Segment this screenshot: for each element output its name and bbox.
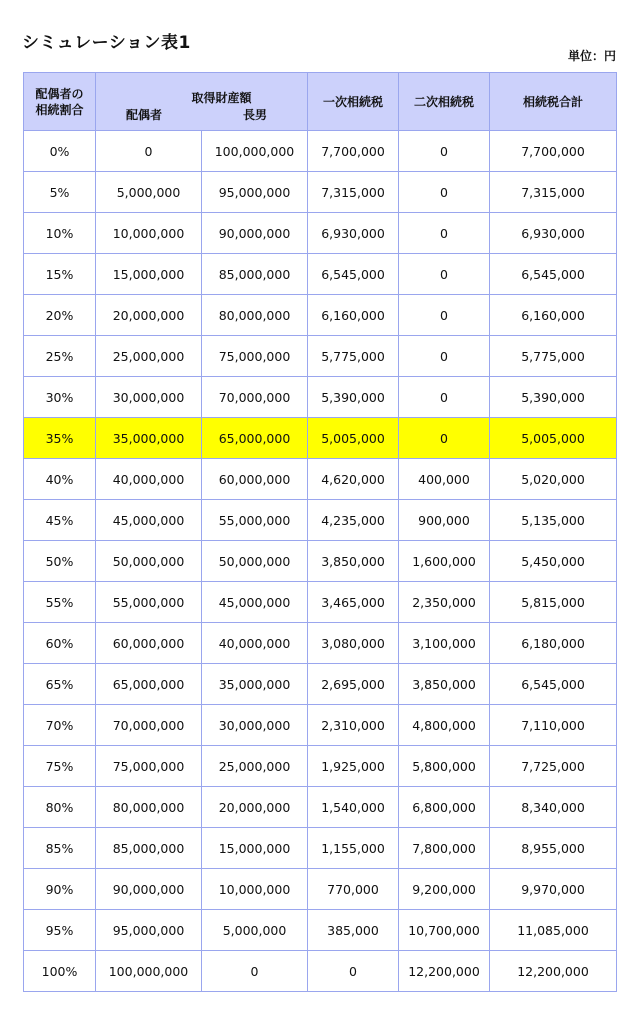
cell-second-tax: 3,100,000 xyxy=(399,623,490,664)
cell-total-tax: 7,725,000 xyxy=(490,746,617,787)
cell-second-tax: 0 xyxy=(399,418,490,459)
table-body xyxy=(24,131,617,992)
cell-spouse-amount: 60,000,000 xyxy=(96,623,202,664)
header-spouse-ratio-line1: 配偶者の xyxy=(35,86,84,101)
cell-spouse-amount: 35,000,000 xyxy=(96,418,202,459)
cell-spouse-ratio: 80% xyxy=(24,787,96,828)
header-eldest-son: 長男 xyxy=(242,107,267,122)
cell-spouse-ratio: 45% xyxy=(24,500,96,541)
cell-total-tax: 6,160,000 xyxy=(490,295,617,336)
cell-first-tax: 2,695,000 xyxy=(308,664,399,705)
table-row xyxy=(24,295,617,336)
table-row xyxy=(24,746,617,787)
header-total-inheritance-tax: 相続税合計 xyxy=(490,73,617,131)
cell-spouse-ratio: 35% xyxy=(24,418,96,459)
cell-spouse-amount: 80,000,000 xyxy=(96,787,202,828)
header-first-inheritance-tax: 一次相続税 xyxy=(308,73,399,131)
table-row xyxy=(24,336,617,377)
cell-eldest-son-amount: 70,000,000 xyxy=(202,377,308,418)
table-row xyxy=(24,459,617,500)
cell-first-tax: 4,235,000 xyxy=(308,500,399,541)
table-row xyxy=(24,828,617,869)
table-row xyxy=(24,541,617,582)
cell-eldest-son-amount: 10,000,000 xyxy=(202,869,308,910)
cell-first-tax: 2,310,000 xyxy=(308,705,399,746)
header-spouse-ratio xyxy=(24,73,96,131)
cell-second-tax: 0 xyxy=(399,295,490,336)
cell-spouse-amount: 5,000,000 xyxy=(96,172,202,213)
cell-eldest-son-amount: 0 xyxy=(202,951,308,992)
cell-spouse-ratio: 95% xyxy=(24,910,96,951)
cell-second-tax: 3,850,000 xyxy=(399,664,490,705)
table-row xyxy=(24,254,617,295)
cell-total-tax: 5,815,000 xyxy=(490,582,617,623)
cell-second-tax: 12,200,000 xyxy=(399,951,490,992)
cell-total-tax: 5,005,000 xyxy=(490,418,617,459)
cell-first-tax: 1,925,000 xyxy=(308,746,399,787)
cell-total-tax: 7,315,000 xyxy=(490,172,617,213)
cell-second-tax: 1,600,000 xyxy=(399,541,490,582)
cell-spouse-ratio: 55% xyxy=(24,582,96,623)
cell-spouse-amount: 45,000,000 xyxy=(96,500,202,541)
cell-spouse-amount: 15,000,000 xyxy=(96,254,202,295)
cell-second-tax: 0 xyxy=(399,254,490,295)
header-second-inheritance-tax: 二次相続税 xyxy=(399,73,490,131)
cell-spouse-ratio: 15% xyxy=(24,254,96,295)
table-row xyxy=(24,951,617,992)
cell-spouse-amount: 100,000,000 xyxy=(96,951,202,992)
cell-eldest-son-amount: 30,000,000 xyxy=(202,705,308,746)
cell-eldest-son-amount: 50,000,000 xyxy=(202,541,308,582)
cell-first-tax: 5,390,000 xyxy=(308,377,399,418)
cell-total-tax: 5,450,000 xyxy=(490,541,617,582)
cell-eldest-son-amount: 60,000,000 xyxy=(202,459,308,500)
cell-first-tax: 770,000 xyxy=(308,869,399,910)
cell-spouse-amount: 90,000,000 xyxy=(96,869,202,910)
cell-second-tax: 2,350,000 xyxy=(399,582,490,623)
cell-eldest-son-amount: 5,000,000 xyxy=(202,910,308,951)
cell-first-tax: 7,315,000 xyxy=(308,172,399,213)
header-spouse: 配偶者 xyxy=(126,107,163,122)
cell-eldest-son-amount: 35,000,000 xyxy=(202,664,308,705)
cell-first-tax: 3,850,000 xyxy=(308,541,399,582)
cell-spouse-ratio: 100% xyxy=(24,951,96,992)
table-row xyxy=(24,172,617,213)
cell-spouse-amount: 50,000,000 xyxy=(96,541,202,582)
cell-spouse-ratio: 65% xyxy=(24,664,96,705)
cell-second-tax: 10,700,000 xyxy=(399,910,490,951)
cell-eldest-son-amount: 65,000,000 xyxy=(202,418,308,459)
cell-second-tax: 400,000 xyxy=(399,459,490,500)
cell-spouse-ratio: 90% xyxy=(24,869,96,910)
cell-first-tax: 5,775,000 xyxy=(308,336,399,377)
cell-spouse-amount: 0 xyxy=(96,131,202,172)
unit-label: 単位：円 xyxy=(567,49,616,63)
cell-spouse-ratio: 40% xyxy=(24,459,96,500)
header-acquired-assets-label: 取得財産額 xyxy=(191,90,252,105)
cell-spouse-amount: 70,000,000 xyxy=(96,705,202,746)
table-row xyxy=(24,131,617,172)
cell-spouse-ratio: 20% xyxy=(24,295,96,336)
cell-first-tax: 385,000 xyxy=(308,910,399,951)
cell-second-tax: 0 xyxy=(399,336,490,377)
cell-eldest-son-amount: 55,000,000 xyxy=(202,500,308,541)
page-title: シミュレーション表1 xyxy=(22,33,191,53)
cell-first-tax: 3,080,000 xyxy=(308,623,399,664)
cell-eldest-son-amount: 80,000,000 xyxy=(202,295,308,336)
cell-total-tax: 5,390,000 xyxy=(490,377,617,418)
table-row xyxy=(24,787,617,828)
cell-first-tax: 5,005,000 xyxy=(308,418,399,459)
cell-total-tax: 12,200,000 xyxy=(490,951,617,992)
cell-spouse-amount: 40,000,000 xyxy=(96,459,202,500)
cell-second-tax: 0 xyxy=(399,131,490,172)
cell-spouse-amount: 85,000,000 xyxy=(96,828,202,869)
cell-total-tax: 8,955,000 xyxy=(490,828,617,869)
cell-eldest-son-amount: 90,000,000 xyxy=(202,213,308,254)
cell-spouse-amount: 95,000,000 xyxy=(96,910,202,951)
cell-second-tax: 0 xyxy=(399,377,490,418)
cell-first-tax: 1,155,000 xyxy=(308,828,399,869)
cell-spouse-ratio: 30% xyxy=(24,377,96,418)
cell-spouse-ratio: 50% xyxy=(24,541,96,582)
cell-second-tax: 900,000 xyxy=(399,500,490,541)
cell-first-tax: 6,545,000 xyxy=(308,254,399,295)
cell-total-tax: 9,970,000 xyxy=(490,869,617,910)
table-row xyxy=(24,500,617,541)
cell-eldest-son-amount: 75,000,000 xyxy=(202,336,308,377)
cell-second-tax: 0 xyxy=(399,213,490,254)
table-row xyxy=(24,869,617,910)
cell-second-tax: 9,200,000 xyxy=(399,869,490,910)
cell-total-tax: 6,930,000 xyxy=(490,213,617,254)
cell-total-tax: 6,545,000 xyxy=(490,254,617,295)
cell-first-tax: 0 xyxy=(308,951,399,992)
cell-spouse-amount: 10,000,000 xyxy=(96,213,202,254)
table-row xyxy=(24,910,617,951)
table-row xyxy=(24,418,617,459)
cell-first-tax: 6,930,000 xyxy=(308,213,399,254)
cell-eldest-son-amount: 20,000,000 xyxy=(202,787,308,828)
cell-total-tax: 5,775,000 xyxy=(490,336,617,377)
cell-spouse-amount: 20,000,000 xyxy=(96,295,202,336)
table-row xyxy=(24,705,617,746)
cell-first-tax: 1,540,000 xyxy=(308,787,399,828)
cell-total-tax: 11,085,000 xyxy=(490,910,617,951)
cell-total-tax: 6,180,000 xyxy=(490,623,617,664)
cell-total-tax: 7,700,000 xyxy=(490,131,617,172)
cell-eldest-son-amount: 95,000,000 xyxy=(202,172,308,213)
table-row xyxy=(24,664,617,705)
cell-spouse-amount: 30,000,000 xyxy=(96,377,202,418)
cell-total-tax: 5,020,000 xyxy=(490,459,617,500)
cell-eldest-son-amount: 100,000,000 xyxy=(202,131,308,172)
table-row xyxy=(24,213,617,254)
cell-total-tax: 5,135,000 xyxy=(490,500,617,541)
cell-spouse-ratio: 75% xyxy=(24,746,96,787)
cell-second-tax: 4,800,000 xyxy=(399,705,490,746)
cell-first-tax: 7,700,000 xyxy=(308,131,399,172)
table-row xyxy=(24,377,617,418)
simulation-table xyxy=(23,72,617,992)
cell-eldest-son-amount: 85,000,000 xyxy=(202,254,308,295)
cell-first-tax: 4,620,000 xyxy=(308,459,399,500)
cell-eldest-son-amount: 25,000,000 xyxy=(202,746,308,787)
cell-spouse-ratio: 25% xyxy=(24,336,96,377)
cell-spouse-amount: 55,000,000 xyxy=(96,582,202,623)
header-spouse-ratio-line2: 相続割合 xyxy=(35,102,84,117)
cell-total-tax: 8,340,000 xyxy=(490,787,617,828)
cell-total-tax: 7,110,000 xyxy=(490,705,617,746)
cell-second-tax: 5,800,000 xyxy=(399,746,490,787)
cell-spouse-ratio: 60% xyxy=(24,623,96,664)
table-row xyxy=(24,582,617,623)
cell-total-tax: 6,545,000 xyxy=(490,664,617,705)
cell-second-tax: 0 xyxy=(399,172,490,213)
cell-second-tax: 6,800,000 xyxy=(399,787,490,828)
cell-spouse-ratio: 85% xyxy=(24,828,96,869)
table-header-row xyxy=(24,73,617,131)
cell-spouse-amount: 25,000,000 xyxy=(96,336,202,377)
cell-spouse-ratio: 0% xyxy=(24,131,96,172)
cell-eldest-son-amount: 45,000,000 xyxy=(202,582,308,623)
cell-spouse-ratio: 10% xyxy=(24,213,96,254)
cell-eldest-son-amount: 15,000,000 xyxy=(202,828,308,869)
cell-spouse-amount: 75,000,000 xyxy=(96,746,202,787)
cell-spouse-ratio: 5% xyxy=(24,172,96,213)
cell-second-tax: 7,800,000 xyxy=(399,828,490,869)
cell-eldest-son-amount: 40,000,000 xyxy=(202,623,308,664)
cell-spouse-amount: 65,000,000 xyxy=(96,664,202,705)
cell-spouse-ratio: 70% xyxy=(24,705,96,746)
header-acquired-assets xyxy=(96,73,308,131)
cell-first-tax: 3,465,000 xyxy=(308,582,399,623)
cell-first-tax: 6,160,000 xyxy=(308,295,399,336)
table-row xyxy=(24,623,617,664)
